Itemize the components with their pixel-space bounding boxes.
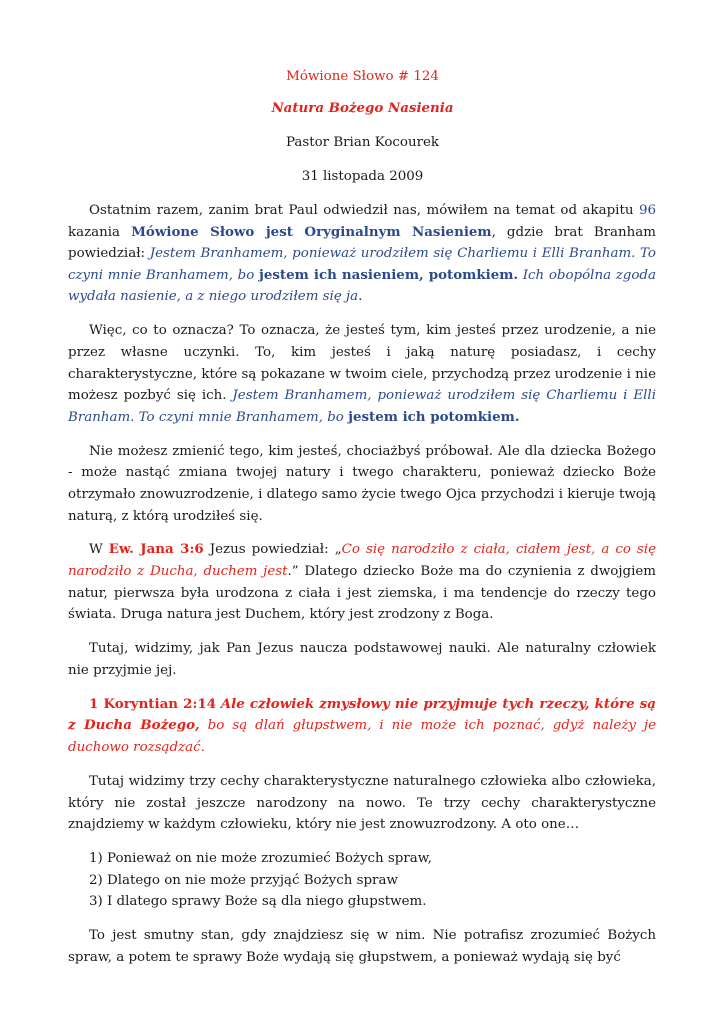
text: Ostatnim razem, zanim brat Paul odwiedził nas, mówiłem na temat od akapitu	[89, 203, 639, 218]
text: Tutaj widzimy trzy cechy charakterystyczne naturalnego człowieka albo człowieka, który nie został jeszcze narodzony na nowo. Te trzy cechy charakterystyczne znajdziemy w każdym człowieku, który nie jest znowuzrodzony. A oto one…	[68, 774, 656, 833]
paragraph-8	[68, 925, 656, 968]
text: .	[200, 740, 205, 756]
paragraph-number: 96	[638, 203, 656, 218]
list-item: 3) I dlatego sprawy Boże są dla niego głupstwem.	[89, 894, 427, 910]
quote: Jestem Branhamem, ponieważ urodziłem się Charliemu i Elli Branham. To czyni mnie Branhamem, bo	[68, 388, 656, 425]
text: kazania	[68, 224, 132, 240]
paragraph-5	[68, 638, 656, 681]
text: Jezus powiedział: „	[203, 542, 342, 558]
paragraph-2	[68, 320, 656, 428]
paragraph-1	[68, 200, 656, 308]
text: Więc, co to oznacza? To oznacza, że jesteś tym, kim jesteś przez urodzenie, a nie przez własne uczynki. To, kim jesteś i jaką naturę posiadasz, i cechy charakterystyczne, które są pokazane w twoim ciele, przychodzą przez urodzenie i nie możesz pozbyć się ich.	[68, 323, 656, 404]
text: W	[89, 542, 109, 558]
series-heading: Mówione Słowo # 124	[286, 69, 439, 84]
list-item: 2) Dlatego on nie może przyjąć Bożych spraw	[89, 872, 398, 888]
text: .” Dlatego dziecko Boże ma do czynienia z dwojgiem natur, pierwsza była urodzona z ciała i jest ziemska, i ma tendencje do rzeczy tego świata. Druga natura jest Duchem, który jest zrodzony z Boga.	[68, 564, 656, 623]
author-line: Pastor Brian Kocourek	[285, 135, 440, 150]
date-line: 31 listopada 2009	[301, 169, 424, 184]
sermon-title: Natura Bożego Nasienia	[271, 100, 454, 116]
sermon-reference: Mówione Słowo jest Oryginalnym Nasieniem	[131, 223, 492, 240]
text: Tutaj, widzimy, jak Pan Jezus naucza podstawowej nauki. Ale naturalny człowiek nie przyjmie jej.	[68, 641, 656, 678]
quote-emphasis: jestem ich nasieniem, potomkiem.	[258, 266, 519, 283]
scripture-reference: 1 Koryntian 2:14	[89, 695, 217, 712]
text: , gdzie brat Branham powiedział:	[68, 224, 656, 262]
scripture-quote-bold: Ale człowiek zmysłowy nie przyjmuje tych rzeczy, które są z Ducha Bożego,	[68, 695, 656, 734]
paragraph-6	[68, 694, 656, 759]
quote-emphasis: jestem ich potomkiem.	[348, 408, 520, 425]
scripture-quote: bo są dlań głupstwem, i nie może ich poznać, gdyż należy je duchowo rozsądzać	[68, 718, 656, 756]
list-item: 1) Ponieważ on nie może zrozumieć Bożych spraw,	[89, 851, 432, 867]
scripture-quote: Co się narodziło z ciała, ciałem jest, a co się narodziło z Ducha, duchem jest	[68, 542, 656, 580]
quote: Ich obopólna zgoda wydała nasienie, a z niego urodziłem się ja	[68, 267, 656, 305]
scripture-reference: Ew. Jana 3:6	[108, 541, 204, 558]
paragraph-3	[68, 441, 656, 527]
text: .	[358, 289, 363, 305]
text: Nie możesz zmienić tego, kim jesteś, chociażbyś próbował. Ale dla dziecka Bożego - może nastąć zmiana twojej natury i twego charakteru, ponieważ dziecko Boże otrzymało znowuzrodzenie, i dlatego samo życie twego Ojca przychodzi i kieruje twoją naturą, z którą urodziłeś się.	[68, 443, 656, 524]
text: To jest smutny stan, gdy znajdziesz się w nim. Nie potrafisz zrozumieć Bożych spraw, a potem te sprawy Boże wydają się głupstwem, a ponieważ wydają się być	[68, 928, 656, 965]
characteristics-list	[68, 848, 656, 913]
quote: Jestem Branhamem, ponieważ urodziłem się Charliemu i Elli Branham. To czyni mnie Branhamem, bo	[68, 246, 656, 283]
paragraph-4	[68, 539, 656, 625]
document-body	[68, 200, 656, 981]
paragraph-7	[68, 771, 656, 836]
